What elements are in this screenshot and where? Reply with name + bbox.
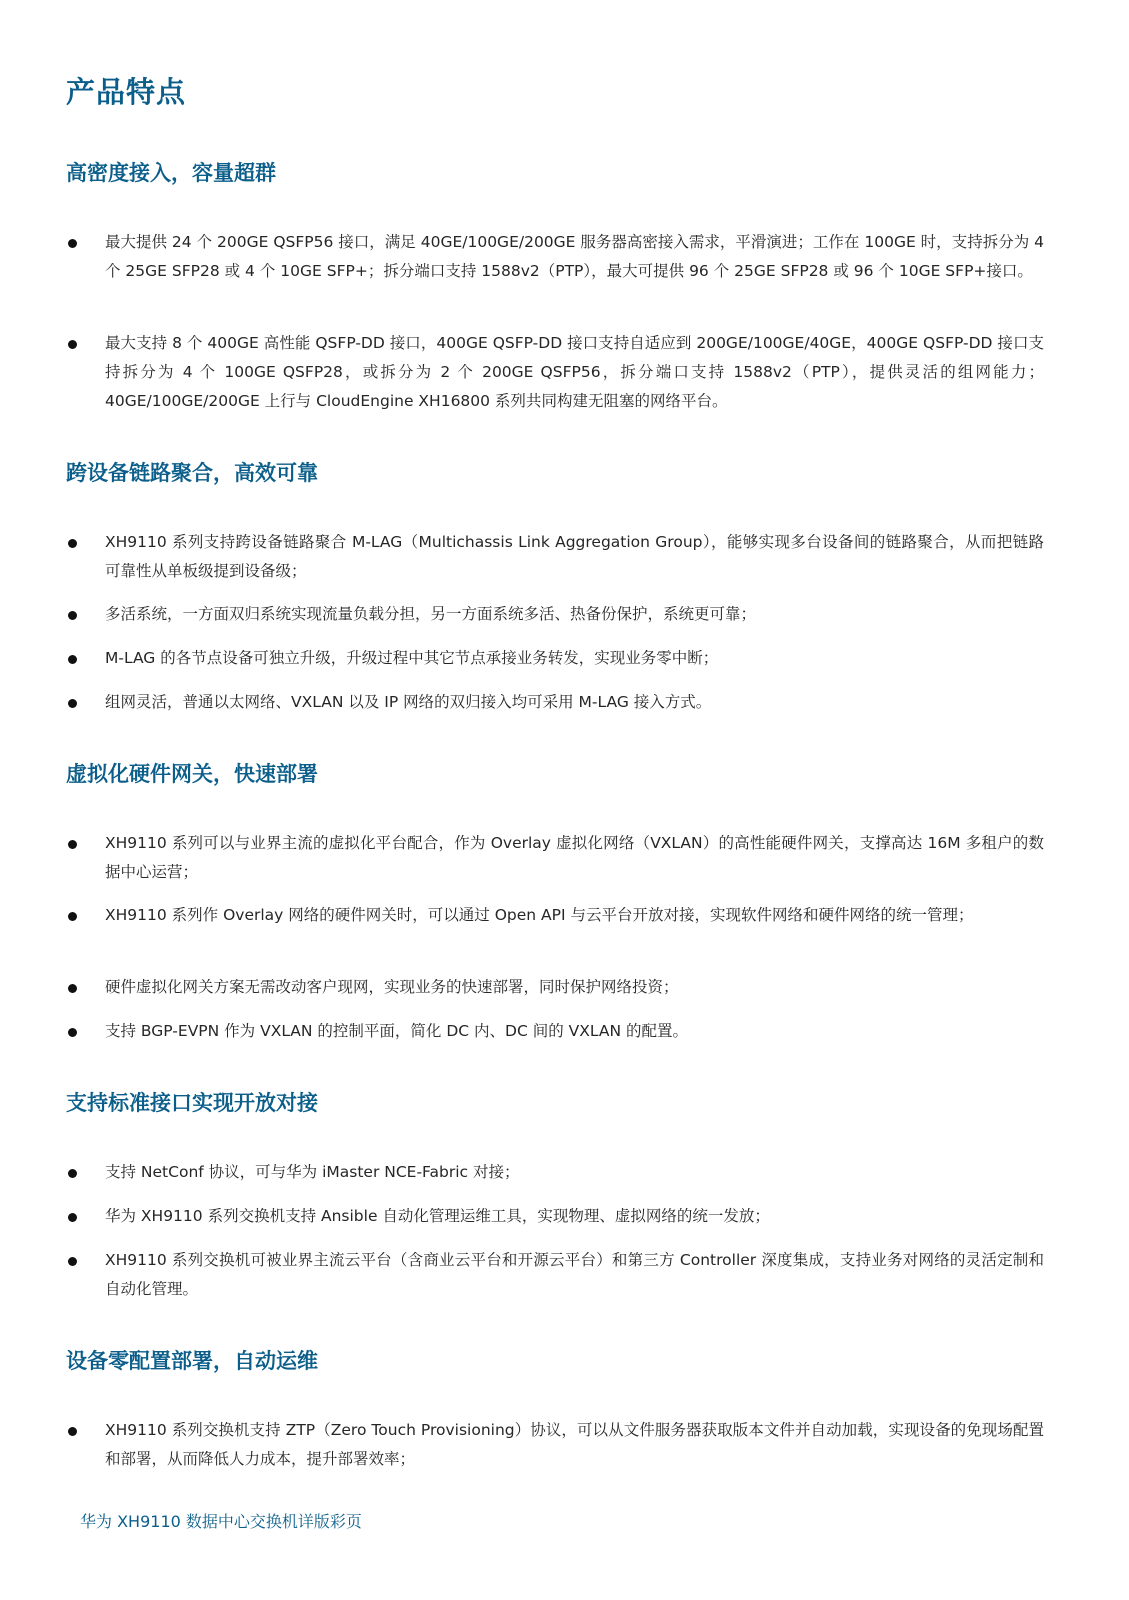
section-heading-ztp: 设备零配置部署，自动运维 — [66, 1349, 318, 1373]
list-item-text: 最大提供 24 个 200GE QSFP56 接口，满足 40GE/100GE/200GE 服务器高密接入需求，平滑演进；工作在 100GE 时，支持拆分为 4 个 25GE SFP28 或 4 个 10GE SFP+；拆分端口支持 1588v2（PTP），最大可提供 96 个 25GE SFP28 或 96 个 10GE SFP+接口。 — [105, 233, 1044, 280]
list-item-text: 多活系统，一方面双归系统实现流量负载分担，另一方面系统多活、热备份保护，系统更可靠； — [105, 605, 757, 623]
bullet-dot-icon — [68, 340, 77, 349]
section-heading-virtual-gateway: 虚拟化硬件网关，快速部署 — [66, 762, 318, 786]
list-item-text: M-LAG 的各节点设备可独立升级，升级过程中其它节点承接业务转发，实现业务零中断； — [105, 649, 719, 667]
list-item — [66, 528, 1044, 586]
list-item-text: 支持 BGP-EVPN 作为 VXLAN 的控制平面，简化 DC 内、DC 间的 VXLAN 的配置。 — [105, 1022, 688, 1040]
page-title: 产品特点 — [66, 75, 187, 109]
list-item-text: 硬件虚拟化网关方案无需改动客户现网，实现业务的快速部署，同时保护网络投资； — [105, 978, 679, 996]
bullet-dot-icon — [68, 1257, 77, 1266]
list-item-text: 最大支持 8 个 400GE 高性能 QSFP-DD 接口，400GE QSFP-DD 接口支持自适应到 200GE/100GE/40GE，400GE QSFP-DD 接口支持拆分为 4 个 100GE QSFP28，或拆分为 2 个 200GE QSFP56，拆分端口支持 1588v2（PTP），提供灵活的组网能力；40GE/100GE/200GE 上行与 CloudEngine XH16800 系列共同构建无阻塞的网络平台。 — [105, 334, 1044, 410]
list-item-text: XH9110 系列支持跨设备链路聚合 M-LAG（Multichassis Link Aggregation Group），能够实现多台设备间的链路聚合，从而把链路可靠性从单板级提到设备级； — [105, 533, 1044, 580]
list-item — [66, 1017, 1044, 1046]
list-item-text: XH9110 系列交换机可被业界主流云平台（含商业云平台和开源云平台）和第三方 Controller 深度集成，支持业务对网络的灵活定制和自动化管理。 — [105, 1251, 1044, 1298]
list-item-text: XH9110 系列可以与业界主流的虚拟化平台配合，作为 Overlay 虚拟化网络（VXLAN）的高性能硬件网关，支撑高达 16M 多租户的数据中心运营； — [105, 834, 1044, 881]
list-item — [66, 829, 1044, 887]
list-item — [66, 1246, 1044, 1304]
list-item — [66, 644, 1044, 673]
list-item — [66, 1158, 1044, 1187]
list-item-text: XH9110 系列作 Overlay 网络的硬件网关时，可以通过 Open API 与云平台开放对接，实现软件网络和硬件网络的统一管理； — [105, 906, 974, 924]
list-item — [66, 901, 1044, 930]
list-item-text: 支持 NetConf 协议，可与华为 iMaster NCE-Fabric 对接； — [105, 1163, 520, 1181]
bullet-dot-icon — [68, 1028, 77, 1037]
list-item-text: 华为 XH9110 系列交换机支持 Ansible 自动化管理运维工具，实现物理、虚拟网络的统一发放； — [105, 1207, 770, 1225]
bullet-dot-icon — [68, 699, 77, 708]
list-item — [66, 1416, 1044, 1474]
section-heading-mlag: 跨设备链路聚合，高效可靠 — [66, 461, 318, 485]
section-heading-open-interfaces: 支持标准接口实现开放对接 — [66, 1091, 318, 1115]
list-item-text: XH9110 系列交换机支持 ZTP（Zero Touch Provisioning）协议，可以从文件服务器获取版本文件并自动加载，实现设备的免现场配置和部署，从而降低人力成本，提升部署效率； — [105, 1421, 1044, 1468]
list-item — [66, 228, 1044, 286]
bullet-dot-icon — [68, 840, 77, 849]
bullet-dot-icon — [68, 912, 77, 921]
section-heading-high-density: 高密度接入，容量超群 — [66, 161, 276, 185]
list-item — [66, 600, 1044, 629]
list-item — [66, 973, 1044, 1002]
page-footer: 华为 XH9110 数据中心交换机详版彩页 — [80, 1512, 362, 1531]
bullet-dot-icon — [68, 655, 77, 664]
bullet-dot-icon — [68, 1427, 77, 1436]
bullet-dot-icon — [68, 539, 77, 548]
list-item — [66, 688, 1044, 717]
bullet-dot-icon — [68, 984, 77, 993]
list-item — [66, 1202, 1044, 1231]
list-item — [66, 329, 1044, 416]
list-item-text: 组网灵活，普通以太网络、VXLAN 以及 IP 网络的双归接入均可采用 M-LAG 接入方式。 — [105, 693, 712, 711]
bullet-dot-icon — [68, 611, 77, 620]
bullet-dot-icon — [68, 239, 77, 248]
bullet-dot-icon — [68, 1213, 77, 1222]
bullet-dot-icon — [68, 1169, 77, 1178]
